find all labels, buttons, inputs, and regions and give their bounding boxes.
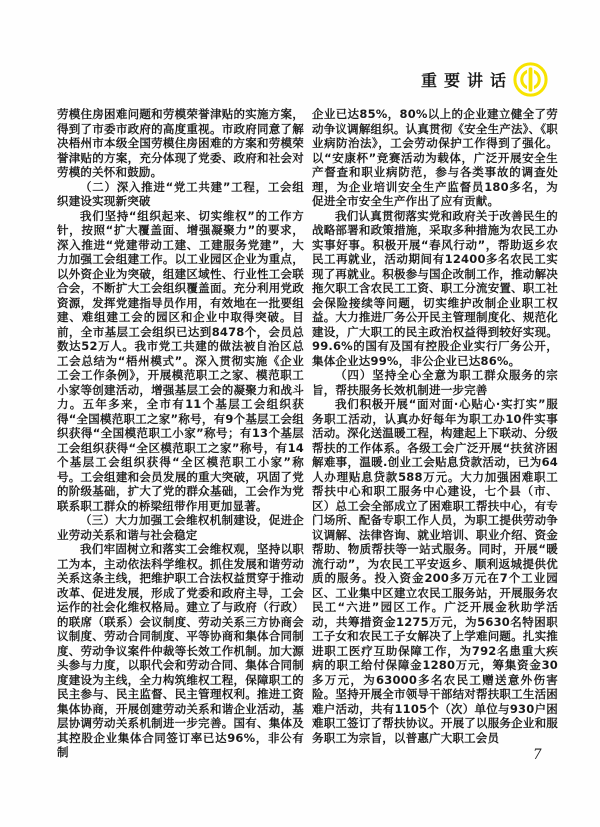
body-paragraph: 我们积极开展“面对面·心贴心·实打实”服务职工活动，认真办好每年为职工办10件实事活动。深化送温暖工程，构建起上下联动、分级帮扶的工作体系。各级工会广泛开展“扶贫济困解难事，温暖.创业工会贴息贷款活动，已为64人办理贴息贷款588万元。大力加强困难职工帮扶中心和职工服务中心建设，七个县（市、区）总工会全部成立了困难职工帮扶中心，有专门场所、配备专职工作人员，为职工提供劳动争议调解、法律咨询、就业培训、职业介绍、资金帮助、物质帮扶等一站式服务。同时，开展“暖流行动”，为农民工平安返乡、顺利返城提供优质的服务。投入资金200多万元在7个工业园区、工业集中区建立农民工服务站，开展服务农民工“六进”园区工作。广泛开展金秋助学活动，共筹措资金1275万元，为5630名特困职工子女和农民工子女解决了上学难问题。扎实推进职工医疗互助保障工作，为792名患重大疾病的职工给付保障金1280万元，筹集资金30多万元，为63000多名农民工赠送意外伤害险。坚持开展全市领导干部结对帮扶职工生活困难户活动，共有1105个（次）单位与930户困难职工签订了帮扶协议。开展了以服务企业和服务职工为宗旨，以普惠广大职工会员 xyxy=(312,397,558,745)
section-heading: （二）深入推进“党工共建”工程，工会组织建设实现新突破 xyxy=(57,179,304,208)
page-header xyxy=(421,62,548,97)
body-paragraph: 企业已达85%，80%以上的企业建立健全了劳动争议调解组织。认真贯彻《安全生产法》、《职业病防治法》，工会劳动保护工作得到了强化。以“安康杯”竞赛活动为载体，广泛开展安全生产督查和职业病防范，参与各类事故的调查处理，为企业培训安全生产监督员180多名，为促进全市安全生产作出了应有贡献。 xyxy=(312,107,558,208)
header-title: 重要讲话 xyxy=(420,71,513,90)
right-text-column xyxy=(312,107,558,745)
body-paragraph: 我们牢固树立和落实工会维权观，坚持以职工为本，主动依法科学维权。抓住发展和谐劳动关系这条主线，把维护职工合法权益贯穿于推动改革、促进发展，形成了党委和政府主导，工会运作的社会化维权格局。建立了与政府（行政）的联席（联系）会议制度、劳动关系三方协商会议制度、劳动合同制度、平等协商和集体合同制度、劳动争议案件仲裁等长效工作机制。加大源头参与力度，以职代会和劳动合同、集体合同制度建设为主线，全力构筑维权工程，保障职工的民主参与、民主监督、民主管理权利。推进工资集体协商，开展创建劳动关系和谐企业活动，基层协调劳动关系机制进一步完善。国有、集体及其控股企业集体合同签订率已达96%，非公有制 xyxy=(57,542,304,759)
body-paragraph: 劳模住房困难问题和劳模荣誉津贴的实施方案，得到了市委市政府的高度重视。市政府同意了解决梧州市本级全国劳模住房困难的方案和劳模荣誉津贴的方案，充分体现了党委、政府和社会对劳模的关怀和鼓励。 xyxy=(57,107,304,179)
body-paragraph: 我们坚持“组织起来、切实维权”的工作方针，按照“扩大覆盖面、增强凝聚力”的要求，深入推进“党建带动工建、工建服务党建”，大力加强工会组建工作。以工业园区企业为重点，以外资企业为突破，组建区域性、行业性工会联合会，不断扩大工会组织覆盖面。充分利用党政资源，发挥党建指导员作用，有效地在一批要组建、难组建工会的园区和企业中取得突破。目前，全市基层工会组织已达到8478个，会员总数达52万人。我市党工共建的做法被自治区总工会总结为“梧州模式”。深入贯彻实施《企业工会工作条例》，开展模范职工之家、模范职工小家等创建活动，增强基层工会的凝聚力和战斗力。五年多来，全市有11个基层工会组织获得“全国模范职工之家”称号，有9个基层工会组织获得“全国模范职工小家”称号；有13个基层工会组织获得“全区模范职工之家”称号，有14个基层工会组织获得“全区模范职工小家”称号。工会组建和会员发展的重大突破，巩固了党的阶级基础，扩大了党的群众基础，工会作为党联系职工群众的桥梁纽带作用更加显著。 xyxy=(57,208,304,513)
body-paragraph: 我们认真贯彻落实党和政府关于改善民生的战略部署和政策措施，采取多种措施为农民工办实事好事。积极开展“春风行动”，帮助返乡农民工再就业，活动期间有12400多名农民工实现了再就业。积极参与国企改制工作，推动解决拖欠职工含农民工工资、职工分流安置、职工社会保险接续等问题，切实维护改制企业职工权益。大力推进厂务公开民主管理制度化、规范化建设，广大职工的民主政治权益得到较好实现。99.6%的国有及国有控股企业实行厂务公开，集体企业达99%，非公企业已达86%。 xyxy=(312,208,558,368)
trade-union-emblem-icon xyxy=(513,62,548,97)
section-heading: （三）大力加强工会维权机制建设，促进企业劳动关系和谐与社会稳定 xyxy=(57,513,304,542)
left-text-column xyxy=(57,107,304,760)
section-heading: （四）坚持全心全意为职工群众服务的宗旨，帮扶服务长效机制进一步完善 xyxy=(312,368,558,397)
page-number: 7 xyxy=(533,747,542,763)
